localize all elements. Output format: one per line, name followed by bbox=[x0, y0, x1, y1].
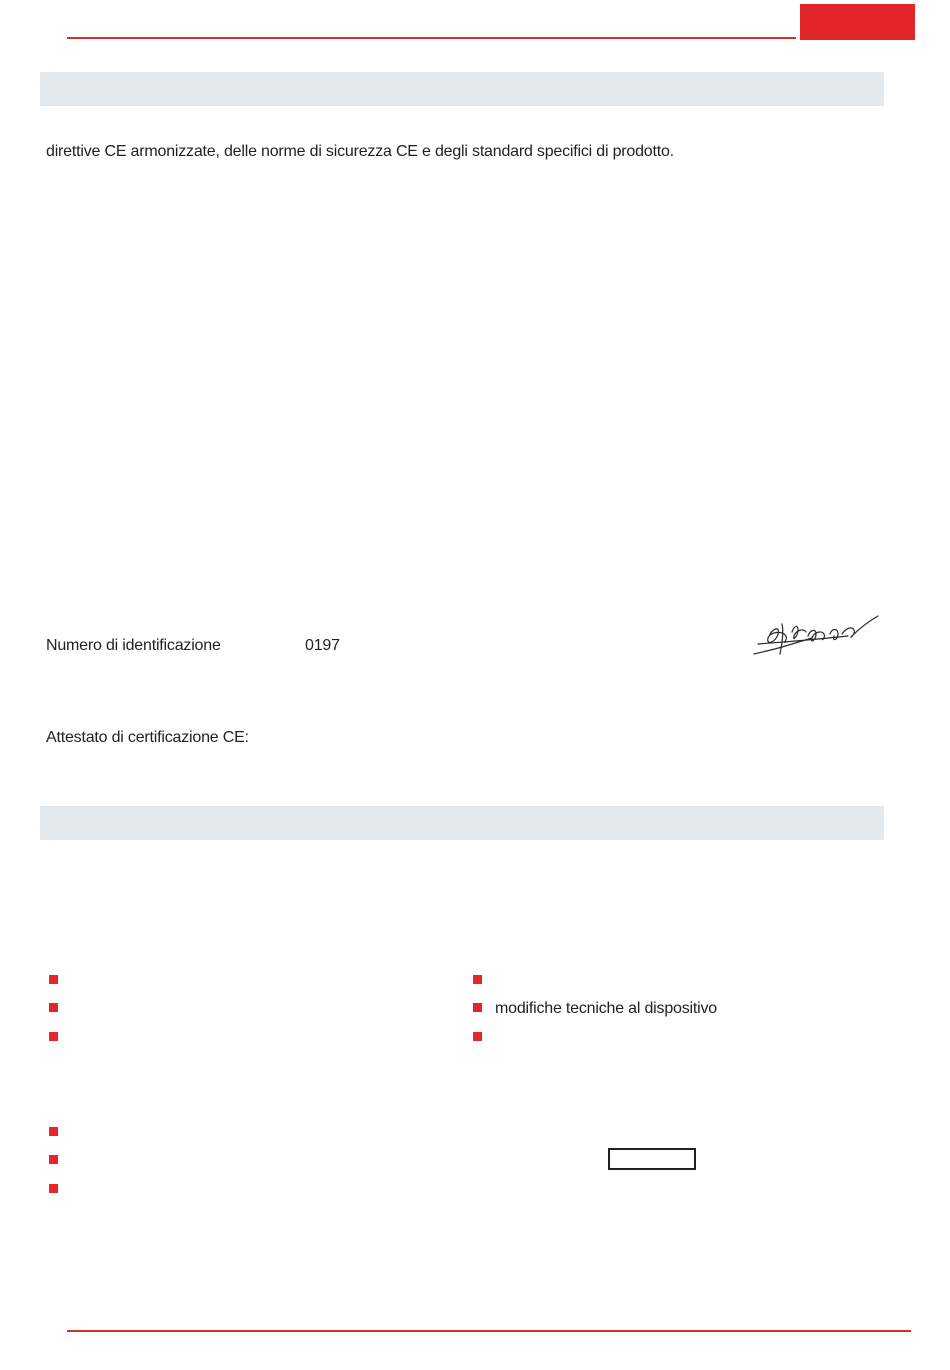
bullet-icon bbox=[473, 975, 482, 984]
empty-field-box bbox=[608, 1148, 696, 1170]
bullet-icon bbox=[49, 1127, 58, 1136]
bullet-icon bbox=[49, 1155, 58, 1164]
bullet-icon bbox=[49, 1003, 58, 1012]
bullet-icon bbox=[473, 1003, 482, 1012]
bullet-icon bbox=[49, 1184, 58, 1193]
section-header-band bbox=[40, 72, 884, 106]
bullet-icon bbox=[49, 975, 58, 984]
right-list-item-label: modifiche tecniche al dispositivo bbox=[495, 1000, 717, 1017]
section-header-band bbox=[40, 806, 884, 840]
signature-image bbox=[752, 614, 880, 658]
footer-rule bbox=[67, 1330, 911, 1332]
header-rule bbox=[67, 37, 796, 39]
certificate-label: Attestato di certificazione CE: bbox=[46, 729, 249, 746]
corner-tab bbox=[800, 4, 915, 40]
id-value: 0197 bbox=[305, 637, 340, 654]
bullet-icon bbox=[473, 1032, 482, 1041]
intro-text: direttive CE armonizzate, delle norme di sicurezza CE e degli standard specifici di prodotto. bbox=[46, 143, 674, 160]
id-label: Numero di identificazione bbox=[46, 637, 221, 654]
bullet-icon bbox=[49, 1032, 58, 1041]
